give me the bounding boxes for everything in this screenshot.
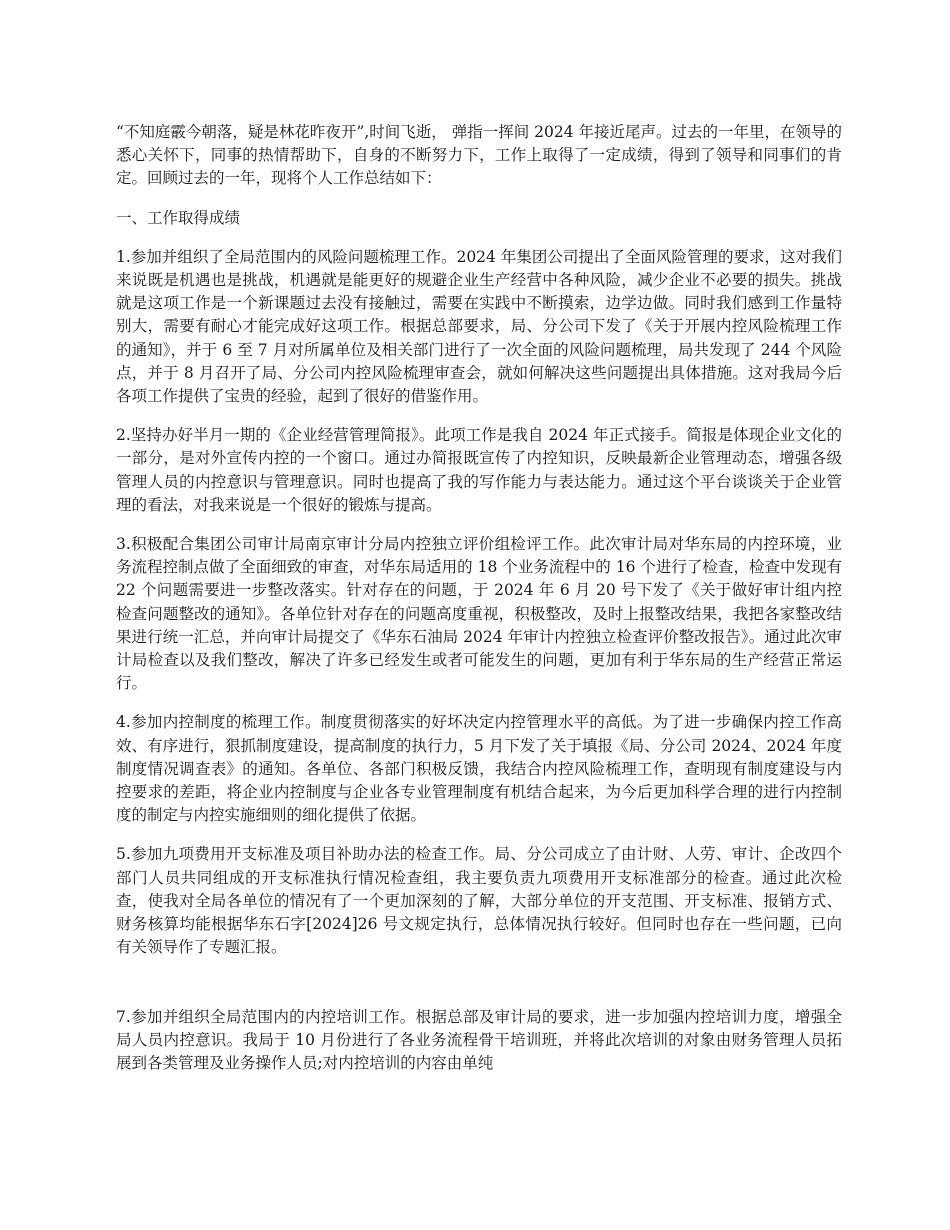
paragraph-item-1: 1.参加并组织了全局范围内的风险问题梳理工作。2024 年集团公司提出了全面风险管理的要求，这对我们来说既是机遇也是挑战，机遇就是能更好的规避企业生产经营中各种风险，减少企业不必要的损失。挑战就是这项工作是一个新课题过去没有接触过，需要在实践中不断摸索，边学边做。同时我们感到工作量特别大，需要有耐心才能完成好这项工作。根据总部要求，局、分公司下发了《关于开展内控风险梳理工作的通知》，并于 6 至 7 月对所属单位及相关部门进行了一次全面的风险问题梳理，局共发现了 244 个风险点，并于 8 月召开了局、分公司内控风险梳理审查会，就如何解决这些问题提出具体措施。这对我局今后各项工作提供了宝贵的经验，起到了很好的借鉴作用。: [116, 247, 842, 406]
intro-paragraph: “不知庭霰今朝落，疑是林花昨夜开”,时间飞逝， 弹指一挥间 2024 年接近尾声。过去的一年里，在领导的悉心关怀下，同事的热情帮助下，自身的不断努力下，工作上取得了一定成绩，得到了领导和同事们的肯定。回顾过去的一年，现将个人工作总结如下：: [116, 123, 843, 188]
paragraph-item-3: 3.积极配合集团公司审计局南京审计分局内控独立评价组检评工作。此次审计局对华东局的内控环境，业务流程控制点做了全面细致的审查，对华东局适用的 18 个业务流程中的 16 个进行了检查，检查中发现有 22 个问题需要进一步整改落实。针对存在的问题，于 2024 年 6 月 20 号下发了《关于做好审计组内控检查问题整改的通知》。各单位针对存在的问题高度重视，积极整改，及时上报整改结果，我把各家整改结果进行统一汇总，并向审计局提交了《华东石油局 2024 年审计内控独立检查评价整改报告》。通过此次审计局检查以及我们整改，解决了许多已经发生或者可能发生的问题，更加有利于华东局的生产经营正常运行。: [116, 535, 842, 693]
paragraph-item-2: 2.坚持办好半月一期的《企业经营管理简报》。此项工作是我自 2024 年正式接手。简报是体现企业文化的一部分，是对外宣传内控的一个窗口。通过办简报既宣传了内控知识，反映最新企业管理动态，增强各级管理人员的内控意识与管理意识。同时也提高了我的写作能力与表达能力。通过这个平台谈谈关于企业管理的看法，对我来说是一个很好的锻炼与提高。: [116, 426, 842, 514]
section-heading: 一、工作取得成绩: [116, 208, 241, 227]
paragraph-item-5: 5.参加九项费用开支标准及项目补助办法的检查工作。局、分公司成立了由计财、人劳、审计、企改四个部门人员共同组成的开支标准执行情况检查组，我主要负责九项费用开支标准部分的检查。通过此次检查，使我对全局各单位的情况有了一个更加深刻的了解，大部分单位的开支范围、开支标准、报销方式、财务核算均能根据华东石字[2024]26 号文规定执行，总体情况执行较好。但同时也存在一些问题，已向有关领导作了专题汇报。: [116, 845, 842, 957]
paragraph-item-4: 4.参加内控制度的梳理工作。制度贯彻落实的好坏决定内控管理水平的高低。为了进一步确保内控工作高效、有序进行，狠抓制度建设，提高制度的执行力，5 月下发了关于填报《局、分公司 2024、2024 年度制度情况调查表》的通知。各单位、各部门积极反馈，我结合内控风险梳理工作，查明现有制度建设与内控要求的差距，将企业内控制度与企业各专业管理制度有机结合起来，为今后更加科学合理的进行内控制度的制定与内控实施细则的细化提供了依据。: [116, 713, 842, 825]
document-body: [116, 121, 842, 1091]
paragraph-item-7: 7.参加并组织全局范围内的内控培训工作。根据总部及审计局的要求，进一步加强内控培训力度，增强全局人员内控意识。我局于 10 月份进行了各业务流程骨干培训班，并将此次培训的对象由财务管理人员拓展到各类管理及业务操作人员;对内控培训的内容由单纯: [116, 1007, 842, 1072]
